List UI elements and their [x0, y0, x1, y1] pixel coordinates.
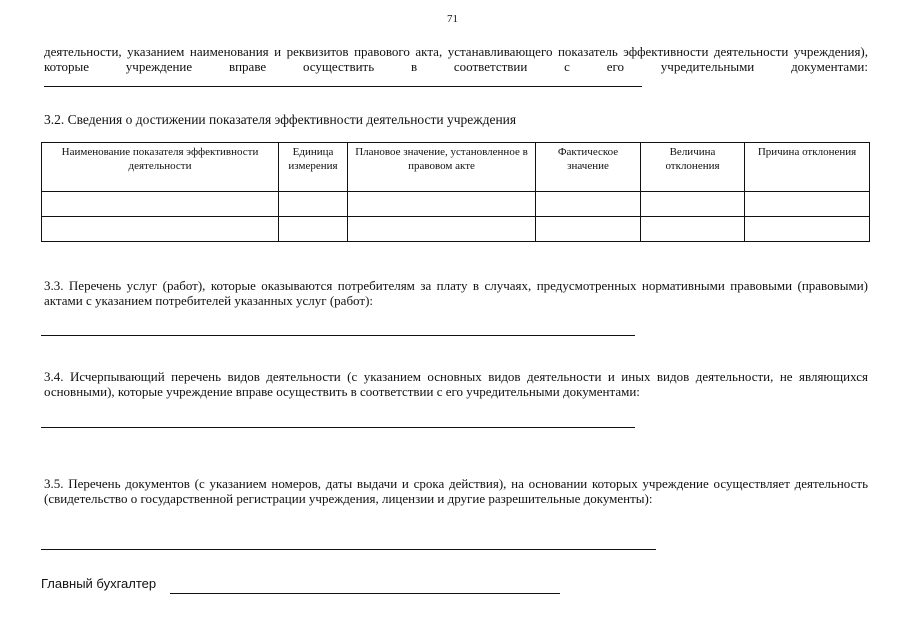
section-3-4-fill-line[interactable]: [41, 427, 635, 428]
intro-paragraph-text: деятельности, указанием наименования и реквизитов правового акта, устанавливающего показатель эффективности деятельности учреждения), которые учреждение вправе осуществить в соответствии с его учредительными документами:: [44, 44, 868, 74]
table-cell[interactable]: [279, 192, 348, 217]
section-3-5-text: 3.5. Перечень документов (с указанием номеров, даты выдачи и срока действия), на основании которых учреждение осуществляет деятельность (свидетельство о государственной регистрации учреждения, лицензии и другие разрешительные документы):: [44, 476, 868, 506]
intro-fill-line[interactable]: [44, 74, 642, 87]
page-number: 71: [447, 13, 458, 25]
table-cell[interactable]: [42, 217, 279, 242]
table-cell[interactable]: [745, 217, 870, 242]
table-cell[interactable]: [279, 217, 348, 242]
table-cell[interactable]: [42, 192, 279, 217]
chief-accountant-signature-line[interactable]: [170, 593, 560, 594]
table-cell[interactable]: [348, 192, 536, 217]
header-actual-value: Фактическое значение: [536, 143, 641, 192]
table-cell[interactable]: [536, 217, 641, 242]
table-cell[interactable]: [536, 192, 641, 217]
header-deviation: Величина отклонения: [641, 143, 745, 192]
table-cell[interactable]: [745, 192, 870, 217]
performance-table: [41, 142, 870, 242]
chief-accountant-label: Главный бухгалтер: [41, 576, 157, 591]
table-cell[interactable]: [641, 192, 745, 217]
section-3-4-text: 3.4. Исчерпывающий перечень видов деятельности (с указанием основных видов деятельности и иных видов деятельности, не являющихся основными), которые учреждение вправе осуществить в соответствии с его учредительными документами:: [44, 369, 868, 399]
header-indicator-name: Наименование показателя эффективности деятельности: [42, 143, 279, 192]
section-3-5-fill-line[interactable]: [41, 549, 656, 550]
table-cell[interactable]: [641, 217, 745, 242]
section-3-2-heading: 3.2. Сведения о достижении показателя эффективности деятельности учреждения: [44, 112, 517, 127]
table-header-row: [42, 143, 870, 192]
section-3-3-text: 3.3. Перечень услуг (работ), которые оказываются потребителям за плату в случаях, предусмотренных нормативными правовыми (правовыми) актами с указанием потребителей указанных услуг (работ):: [44, 278, 868, 308]
header-planned-value: Плановое значение, установленное в правовом акте: [348, 143, 536, 192]
section-3-3-fill-line[interactable]: [41, 335, 635, 336]
table-cell[interactable]: [348, 217, 536, 242]
table-row: [42, 192, 870, 217]
table-row: [42, 217, 870, 242]
header-deviation-reason: Причина отклонения: [745, 143, 870, 192]
intro-paragraph: [44, 44, 868, 90]
header-unit: Единица измерения: [279, 143, 348, 192]
